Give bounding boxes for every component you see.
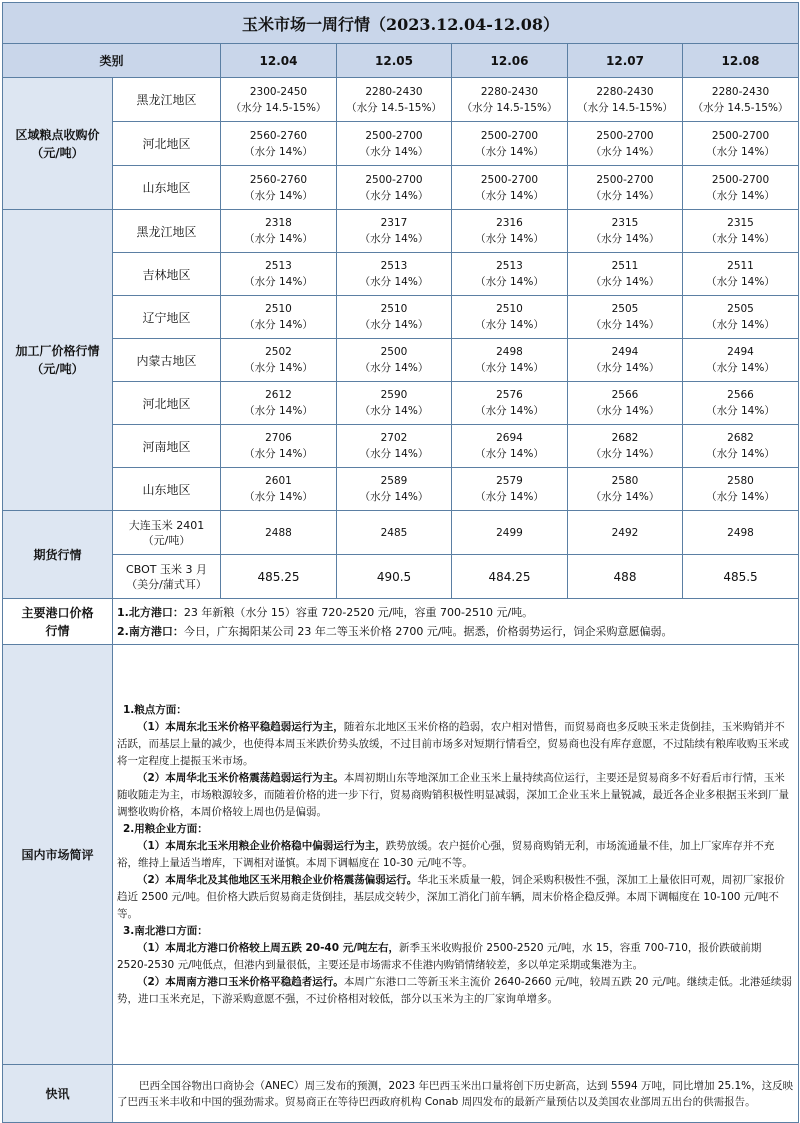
futures-contract: 大连玉米 2401 （元/吨）	[113, 511, 221, 555]
price-cell: 2315 （水分 14%）	[683, 210, 799, 253]
plant-price-row	[3, 253, 799, 296]
price-cell: 2280-2430 （水分 14.5-15%）	[337, 78, 452, 122]
price-cell: 2300-2450 （水分 14.5-15%）	[221, 78, 337, 122]
futures-price: 2485	[337, 511, 452, 555]
price-cell: 2510 （水分 14%）	[337, 296, 452, 339]
ports-row	[3, 599, 799, 645]
futures-price: 488	[568, 555, 683, 599]
news-row	[3, 1065, 799, 1123]
price-cell: 2500-2700 （水分 14%）	[337, 122, 452, 166]
price-cell: 2513 （水分 14%）	[221, 253, 337, 296]
date-header: 12.08	[683, 44, 799, 78]
futures-row	[3, 511, 799, 555]
price-cell: 2318 （水分 14%）	[221, 210, 337, 253]
plant-price-row	[3, 339, 799, 382]
price-cell: 2280-2430 （水分 14.5-15%）	[683, 78, 799, 122]
grain-point-category	[3, 78, 113, 210]
futures-contract: CBOT 玉米 3 月 （美分/蒲式耳）	[113, 555, 221, 599]
futures-row	[3, 555, 799, 599]
commentary-category: 国内市场简评	[3, 645, 113, 1065]
price-cell: 2510 （水分 14%）	[221, 296, 337, 339]
section-heading: 2.用粮企业方面：	[123, 822, 208, 835]
price-cell: 2500-2700 （水分 14%）	[568, 166, 683, 210]
price-cell: 2560-2760 （水分 14%）	[221, 122, 337, 166]
price-cell: 2589 （水分 14%）	[337, 468, 452, 511]
price-cell: 2590 （水分 14%）	[337, 382, 452, 425]
price-cell: 2500 （水分 14%）	[337, 339, 452, 382]
price-cell: 2579 （水分 14%）	[452, 468, 568, 511]
futures-price: 485.5	[683, 555, 799, 599]
price-cell: 2510 （水分 14%）	[452, 296, 568, 339]
region-name: 河北地区	[113, 382, 221, 425]
news-content: 巴西全国谷物出口商协会（ANEC）周三发布的预测，2023 年巴西玉米出口量将创下历史新高，达到 5594 万吨，同比增加 25.1%，这反映了巴西玉米丰收和中国的强劲需求。贸易商正在等待巴西政府机构 Conab 周四发布的最新产量预估以及美国农业部周五出台的供需报告。	[113, 1065, 799, 1123]
price-cell: 2580 （水分 14%）	[568, 468, 683, 511]
futures-category: 期货行情	[3, 511, 113, 599]
price-cell: 2494 （水分 14%）	[568, 339, 683, 382]
commentary-paragraph: （2）本周南方港口玉米价格平稳趋者运行。本周广东港口二等新玉米主流价 2640-2660 元/吨，较周五跌 20 元/吨。继续走低。北港延续弱势，进口玉米充足，下游采购意愿不强，不过价格相对较低，部分以玉米为主的厂家询单增多。	[117, 975, 792, 1005]
price-cell: 2500-2700 （水分 14%）	[683, 166, 799, 210]
plant-price-row	[3, 382, 799, 425]
price-cell: 2682 （水分 14%）	[683, 425, 799, 468]
region-name: 山东地区	[113, 468, 221, 511]
price-cell: 2511 （水分 14%）	[683, 253, 799, 296]
futures-price: 2498	[683, 511, 799, 555]
section-heading: 1.粮点方面：	[123, 703, 187, 716]
region-name: 内蒙古地区	[113, 339, 221, 382]
price-cell: 2316 （水分 14%）	[452, 210, 568, 253]
plant-price-row	[3, 210, 799, 253]
report-title: 玉米市场一周行情（2023.12.04-12.08）	[3, 3, 799, 44]
north-port-line: 1.北方港口：23 年新粮（水分 15）容重 720-2520 元/吨，容重 700-2510 元/吨。	[117, 605, 534, 619]
commentary-paragraph: （1）本周北方港口价格较上周五跌 20-40 元/吨左右，新季玉米收购报价 2500-2520 元/吨，水 15，容重 700-710，报价跌破前期 2520-2530 元/吨低点，但港内到量很低，主要还是市场需求不佳港内购销情绪较差，多以单定采期或集港为主。	[117, 941, 762, 971]
region-name: 山东地区	[113, 166, 221, 210]
category-unit: （元/吨）	[31, 145, 84, 160]
price-cell: 2702 （水分 14%）	[337, 425, 452, 468]
ports-category: 主要港口价格 行情	[3, 599, 113, 645]
commentary-row	[3, 645, 799, 1065]
price-cell: 2566 （水分 14%）	[568, 382, 683, 425]
futures-price: 2492	[568, 511, 683, 555]
header-row	[3, 44, 799, 78]
region-name: 河北地区	[113, 122, 221, 166]
region-name: 河南地区	[113, 425, 221, 468]
price-cell: 2505 （水分 14%）	[568, 296, 683, 339]
price-cell: 2694 （水分 14%）	[452, 425, 568, 468]
category-label: 区域粮点收购价	[15, 127, 100, 142]
price-cell: 2706 （水分 14%）	[221, 425, 337, 468]
futures-price: 2488	[221, 511, 337, 555]
futures-price: 485.25	[221, 555, 337, 599]
price-cell: 2280-2430 （水分 14.5-15%）	[568, 78, 683, 122]
price-cell: 2511 （水分 14%）	[568, 253, 683, 296]
region-name: 辽宁地区	[113, 296, 221, 339]
commentary-paragraph: （1）本周东北玉米价格平稳趋弱运行为主，随着东北地区玉米价格的趋弱，农户相对惜售，而贸易商也多反映玉米走货倒挂，玉米购销并不活跃，而基层上量的减少，也使得本周玉米跌价势头放缓，不过目前市场多对短期行情看空，贸易商也没有库存意愿，不过陆续有粮库收购玉米或将一定程度上提振玉米市场。	[117, 720, 789, 767]
commentary-paragraph: （1）本周东北玉米用粮企业价格稳中偏弱运行为主，跌势放缓。农户挺价心强，贸易商购销无利，市场流通量不佳，加上厂家库存并不充裕，维持上量适当增库，下调相对谨慎。本周下调幅度在 10-30 元/吨不等。	[117, 839, 775, 869]
price-cell: 2317 （水分 14%）	[337, 210, 452, 253]
price-cell: 2580 （水分 14%）	[683, 468, 799, 511]
date-header: 12.06	[452, 44, 568, 78]
price-cell: 2500-2700 （水分 14%）	[452, 166, 568, 210]
date-header: 12.04	[221, 44, 337, 78]
price-cell: 2513 （水分 14%）	[337, 253, 452, 296]
price-cell: 2682 （水分 14%）	[568, 425, 683, 468]
category-label: 加工厂价格行情	[15, 344, 100, 358]
grain-point-row	[3, 166, 799, 210]
futures-price: 2499	[452, 511, 568, 555]
plant-price-row	[3, 296, 799, 339]
ports-content	[113, 599, 799, 645]
region-name: 吉林地区	[113, 253, 221, 296]
south-port-line: 2.南方港口：今日，广东揭阳某公司 23 年二等玉米价格 2700 元/吨。据悉，价格弱势运行，饲企采购意愿偏弱。	[117, 624, 673, 638]
price-cell: 2612 （水分 14%）	[221, 382, 337, 425]
price-cell: 2500-2700 （水分 14%）	[568, 122, 683, 166]
futures-price: 490.5	[337, 555, 452, 599]
plant-price-row	[3, 425, 799, 468]
category-header: 类别	[3, 44, 221, 78]
corn-market-report-table	[2, 2, 799, 1123]
price-cell: 2566 （水分 14%）	[683, 382, 799, 425]
commentary-paragraph: （2）本周华北及其他地区玉米用粮企业价格震荡偏弱运行。华北玉米质量一般，饲企采购积极性不强，深加工上量依旧可观，周初厂家报价趋近 2500 元/吨。但价格大跌后贸易商走货倒挂，基层成交转少，深加工消化门前车辆，周末价格企稳反弹。本周下调幅度在 10-100 元/吨不等。	[117, 873, 785, 920]
price-cell: 2498 （水分 14%）	[452, 339, 568, 382]
plant-price-category	[3, 210, 113, 511]
price-cell: 2315 （水分 14%）	[568, 210, 683, 253]
price-cell: 2505 （水分 14%）	[683, 296, 799, 339]
price-cell: 2576 （水分 14%）	[452, 382, 568, 425]
price-cell: 2513 （水分 14%）	[452, 253, 568, 296]
price-cell: 2560-2760 （水分 14%）	[221, 166, 337, 210]
date-header: 12.05	[337, 44, 452, 78]
commentary-content	[113, 645, 799, 1065]
region-name: 黑龙江地区	[113, 210, 221, 253]
grain-point-row	[3, 78, 799, 122]
price-cell: 2500-2700 （水分 14%）	[452, 122, 568, 166]
category-unit: （元/吨）	[31, 362, 84, 376]
region-name: 黑龙江地区	[113, 78, 221, 122]
futures-price: 484.25	[452, 555, 568, 599]
price-cell: 2502 （水分 14%）	[221, 339, 337, 382]
price-cell: 2500-2700 （水分 14%）	[337, 166, 452, 210]
commentary-paragraph: （2）本周华北玉米价格震荡趋弱运行为主。本周初期山东等地深加工企业玉米上量持续高位运行，主要还是贸易商多不好看后市行情，玉米随收随走为主，市场粮源较多，而随着价格的进一步下行，贸易商购销积极性明显减弱，深加工企业玉米上量锐减，最近各企业多根据玉米到厂量调整收购价格，本周价格较上周也仍是偏弱。	[117, 771, 789, 818]
section-heading: 3.南北港口方面：	[123, 924, 208, 937]
price-cell: 2494 （水分 14%）	[683, 339, 799, 382]
price-cell: 2500-2700 （水分 14%）	[683, 122, 799, 166]
price-cell: 2601 （水分 14%）	[221, 468, 337, 511]
price-cell: 2280-2430 （水分 14.5-15%）	[452, 78, 568, 122]
plant-price-row	[3, 468, 799, 511]
news-category: 快讯	[3, 1065, 113, 1123]
grain-point-row	[3, 122, 799, 166]
date-header: 12.07	[568, 44, 683, 78]
title-row	[3, 3, 799, 44]
